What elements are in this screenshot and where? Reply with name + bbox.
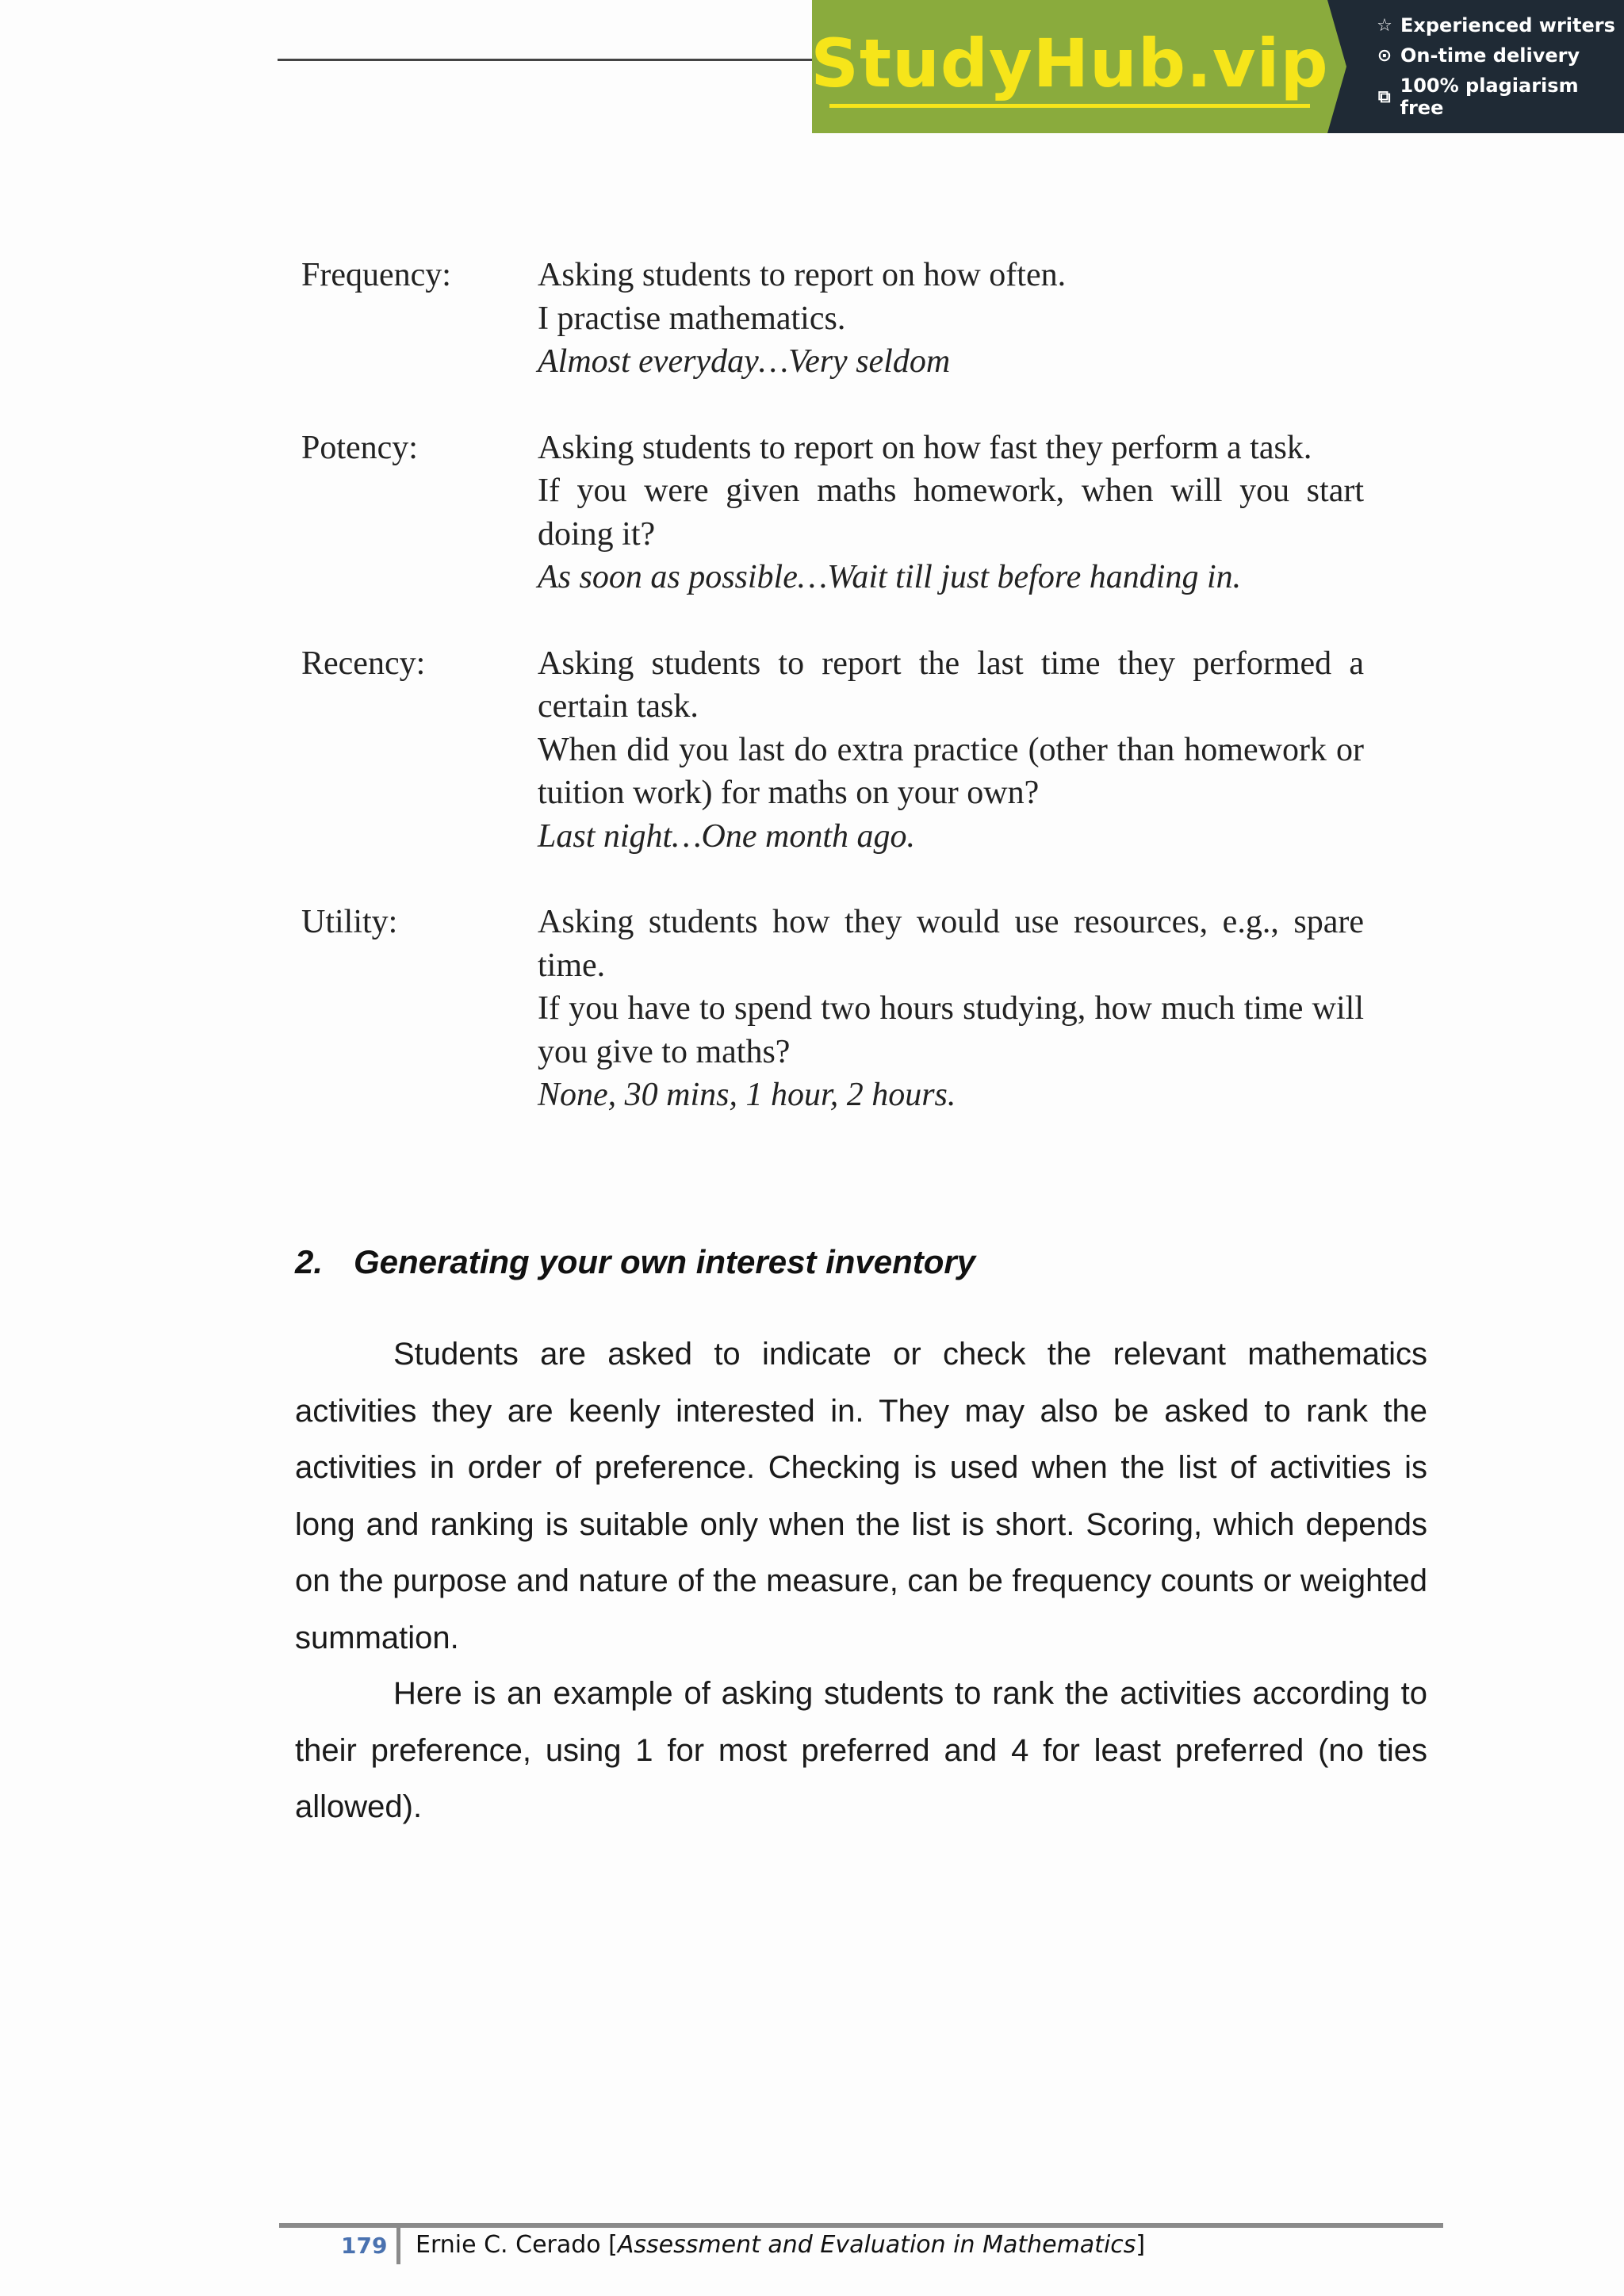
section-heading (295, 1243, 975, 1281)
definition-example: As soon as possible…Wait till just before handing in. (538, 559, 1242, 595)
definition-question: When did you last do extra practice (other than homework or tuition work) for maths on your own? (538, 731, 1364, 811)
definition-example: Almost everyday…Very seldom (538, 343, 951, 380)
copy-icon: ⧉ (1377, 86, 1391, 107)
definition-term: Potency: (301, 429, 418, 466)
star-icon: ☆ (1377, 15, 1392, 36)
definition-frequency (301, 254, 1364, 384)
definition-utility (301, 901, 1364, 1117)
header-rule (278, 59, 817, 61)
footer-citation (416, 2231, 1145, 2259)
definition-example: Last night…One month ago. (538, 817, 916, 855)
page-number: 179 (341, 2233, 388, 2259)
brand-logo: StudyHub.vip (810, 25, 1329, 102)
footer-divider (396, 2226, 400, 2264)
definition-potency (301, 427, 1364, 599)
definition-question: If you have to spend two hours studying, how much time will you give to maths? (538, 990, 1364, 1070)
feature-on-time-delivery (1375, 44, 1624, 67)
definition-description: Asking students to report on how often. (538, 257, 1067, 293)
footer-book-title: Assessment and Evaluation in Mathematics (617, 2231, 1136, 2259)
definition-example: None, 30 mins, 1 hour, 2 hours. (538, 1077, 956, 1113)
definition-question: I practise mathematics. (538, 300, 846, 337)
definition-description: Asking students to report on how fast they perform a task. (538, 429, 1312, 466)
section-title: Generating your own interest inventory (354, 1243, 976, 1280)
body-paragraph: Here is an example of asking students to rank the activities according to their preference, using 1 for most preferred and 4 for least preferred (no ties allowed). (295, 1676, 1427, 1824)
definitions-list (301, 254, 1364, 1160)
definition-term: Frequency: (301, 257, 451, 293)
banner-brand-panel (812, 0, 1327, 133)
feature-label: Experienced writers (1400, 14, 1615, 36)
feature-label: 100% plagiarism free (1400, 75, 1579, 119)
feature-plagiarism-free (1375, 75, 1624, 119)
definition-description: Asking students how they would use resources, e.g., spare time. (538, 904, 1364, 984)
feature-experienced-writers (1375, 14, 1624, 36)
banner-features (1327, 0, 1624, 133)
feature-label: On-time delivery (1400, 44, 1580, 67)
definition-term: Utility: (301, 904, 398, 940)
body-paragraph: Students are asked to indicate or check the relevant mathematics activities they are keenly interested in. They may also be asked to rank the activities in order of preference. Checking is used when the list of activities is long and ranking is suitable only when the list is short. Scoring, which depends on the purpose and nature of the measure, can be frequency counts or weighted summation. (295, 1337, 1427, 1655)
section-number: 2. (295, 1243, 324, 1280)
definition-description: Asking students to report the last time they performed a certain task. (538, 645, 1364, 725)
footer-author: Ernie C. Cerado [ (416, 2231, 618, 2259)
definition-question: If you were given maths homework, when will you start doing it? (538, 473, 1364, 553)
clock-icon: ⊙ (1377, 45, 1392, 66)
footer-close-bracket: ] (1136, 2231, 1146, 2259)
definition-recency (301, 642, 1364, 859)
studyhub-banner[interactable] (812, 0, 1624, 133)
definition-term: Recency: (301, 645, 426, 682)
brand-underline (829, 104, 1310, 108)
footer-rule (279, 2223, 1443, 2228)
